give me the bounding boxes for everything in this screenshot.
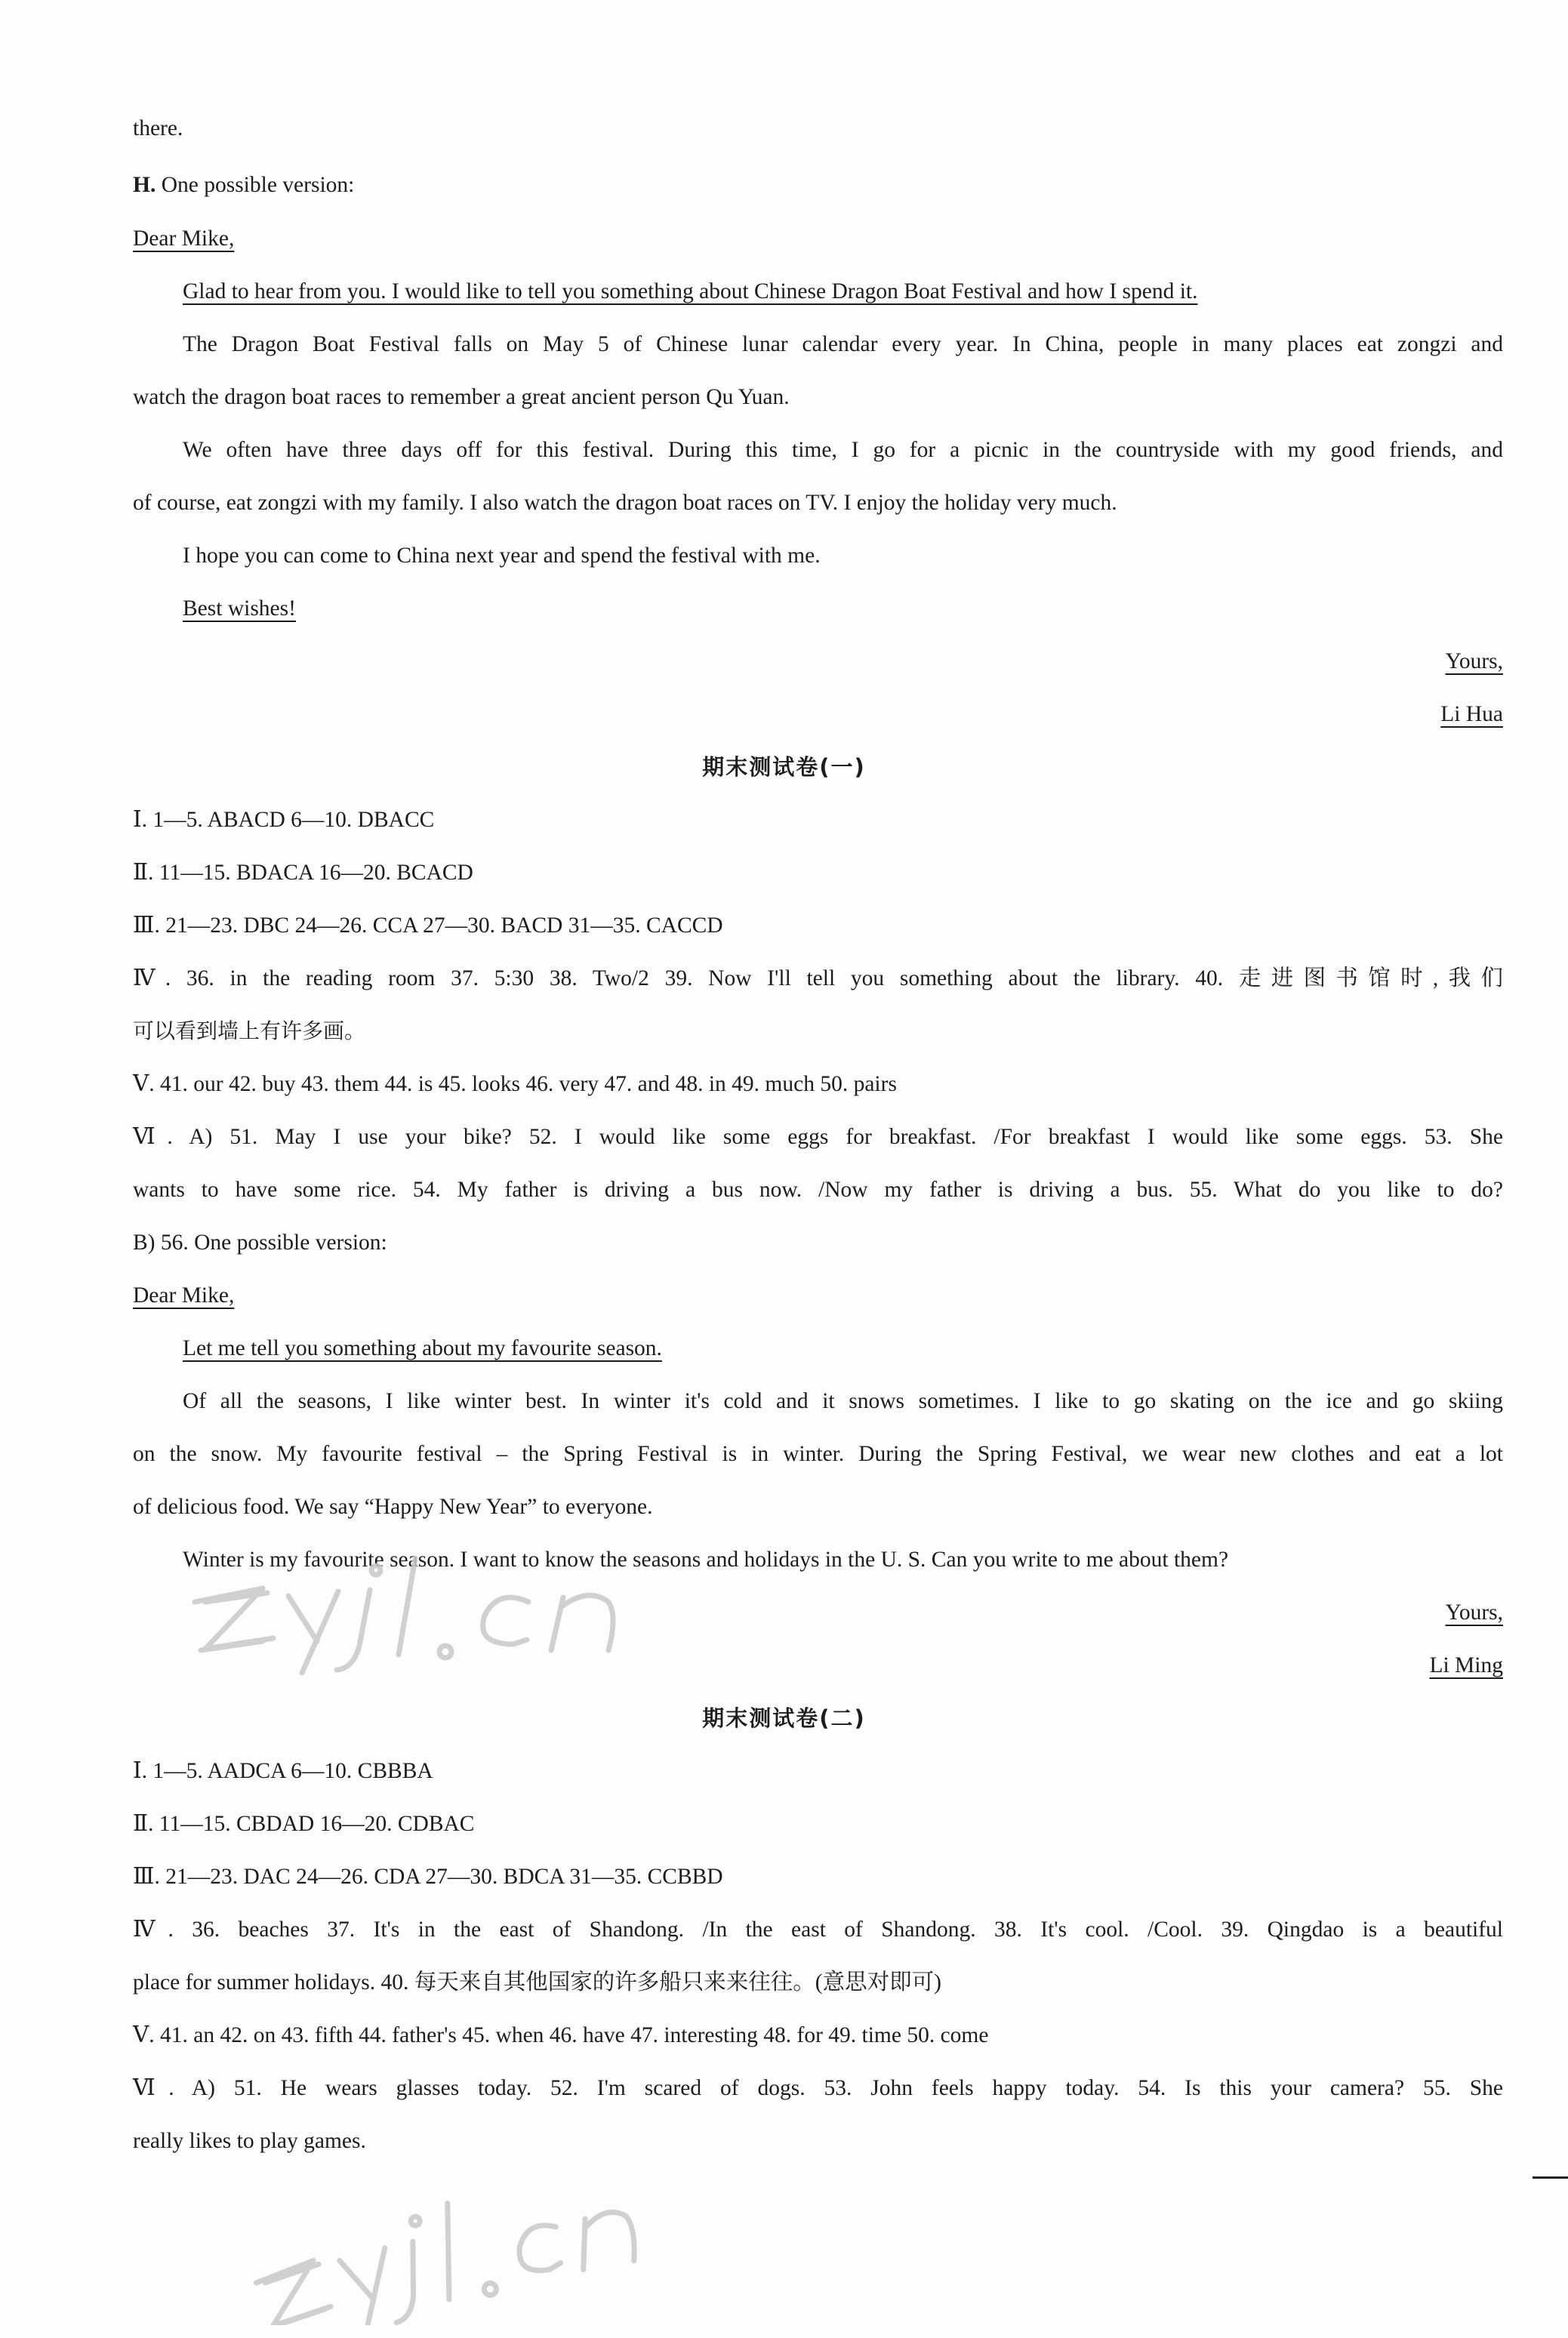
test2-part6-line1: Ⅵ. A) 51. He wears glasses today. 52. I'm scared of dogs. 53. John feels happy today. 54. Is this your camera? 55. She: [133, 2076, 1503, 2100]
letter-1-signature: [1429, 1650, 1503, 1680]
test1-part6-line3: B) 56. One possible version:: [133, 1231, 387, 1255]
watermark-logo-bottom-icon: [249, 2197, 642, 2325]
letter-h-p4: I hope you can come to China next year and spend the festival with me.: [183, 544, 821, 568]
test1-part6-line1: Ⅵ. A) 51. May I use your bike? 52. I would like some eggs for breakfast. /For breakfast I would like some eggs. 53. She: [133, 1125, 1503, 1149]
page-edge-mark: [1533, 2176, 1568, 2179]
letter-h-yours-text: Yours,: [1445, 649, 1503, 673]
letter-1-salutation-text: Dear Mike,: [133, 1283, 235, 1308]
letter-h-closing-text: Best wishes!: [183, 596, 296, 621]
test1-part4-line1: Ⅳ. 36. in the reading room 37. 5:30 38. Two/2 39. Now I'll tell you something about the library. 40. 走进图书馆时,我们: [133, 966, 1503, 990]
letter-1-p1-text: Let me tell you something about my favourite season.: [183, 1336, 662, 1360]
letter-h-salutation-text: Dear Mike,: [133, 226, 235, 251]
test2-part4-line1: Ⅳ. 36. beaches 37. It's in the east of Shandong. /In the east of Shandong. 38. It's cool. /Cool. 39. Qingdao is a beautiful: [133, 1918, 1503, 1942]
letter-1-p1: [183, 1333, 1503, 1363]
letter-h-p1: [183, 276, 1503, 306]
letter-h-salutation: [133, 223, 1503, 254]
continuation-text: there.: [133, 116, 183, 140]
letter-h-signature-text: Li Hua: [1440, 702, 1503, 726]
test2-part3: Ⅲ. 21—23. DAC 24—26. CDA 27—30. BDCA 31—35. CCBBD: [133, 1865, 723, 1889]
test1-title: 期末测试卷(一): [702, 754, 866, 780]
letter-1-p3: Winter is my favourite season. I want to know the seasons and holidays in the U. S. Can you write to me about them?: [183, 1548, 1229, 1572]
test2-part1: Ⅰ. 1—5. AADCA 6—10. CBBBA: [133, 1759, 433, 1783]
letter-1-p2-line2: on the snow. My favourite festival – the Spring Festival is in winter. During the Spring Festival, we wear new clothes and eat a lot: [133, 1442, 1503, 1466]
letter-1-p2-line1: Of all the seasons, I like winter best. In winter it's cold and it snows sometimes. I like to go skating on the ice and go skiing: [183, 1389, 1503, 1413]
section-h-intro: [133, 170, 1503, 200]
section-h-intro-text: One possible version:: [161, 173, 355, 197]
letter-h-p3-line2: of course, eat zongzi with my family. I also watch the dragon boat races on TV. I enjoy the holiday very much.: [133, 491, 1117, 515]
letter-h-p2-line1: The Dragon Boat Festival falls on May 5 of Chinese lunar calendar every year. In China, people in many places eat zongzi and: [183, 332, 1503, 356]
test2-part6-line2: really likes to play games.: [133, 2129, 366, 2153]
letter-h-yours: [1445, 646, 1503, 676]
watermark-logo-icon: [189, 1555, 687, 1676]
letter-1-p2-line3: of delicious food. We say “Happy New Year” to everyone.: [133, 1495, 653, 1519]
test1-part6-line2: wants to have some rice. 54. My father is driving a bus now. /Now my father is driving a bus. 55. What do you like to do?: [133, 1178, 1503, 1202]
letter-h-p2-line2: watch the dragon boat races to remember a great ancient person Qu Yuan.: [133, 385, 790, 409]
letter-h-signature: [1440, 699, 1503, 729]
letter-1-yours-text: Yours,: [1445, 1600, 1503, 1625]
test2-part4-line2: place for summer holidays. 40. 每天来自其他国家的许多船只来来往往。(意思对即可): [133, 1970, 941, 1995]
test1-part4-line2: 可以看到墙上有许多画。: [133, 1018, 366, 1043]
test2-part5: Ⅴ. 41. an 42. on 43. fifth 44. father's 45. when 46. have 47. interesting 48. for 49. time 50. come: [133, 2023, 989, 2047]
letter-1-salutation: [133, 1280, 1503, 1311]
letter-h-closing: [183, 593, 1503, 624]
section-h-label: H.: [133, 173, 156, 197]
letter-1-signature-text: Li Ming: [1429, 1653, 1503, 1677]
test1-part1: Ⅰ. 1—5. ABACD 6—10. DBACC: [133, 808, 435, 832]
test1-part2: Ⅱ. 11—15. BDACA 16—20. BCACD: [133, 861, 473, 885]
letter-1-yours: [1445, 1597, 1503, 1628]
test2-title: 期末测试卷(二): [702, 1705, 866, 1731]
test1-part5: Ⅴ. 41. our 42. buy 43. them 44. is 45. looks 46. very 47. and 48. in 49. much 50. pairs: [133, 1072, 897, 1096]
test1-part3: Ⅲ. 21—23. DBC 24—26. CCA 27—30. BACD 31—35. CACCD: [133, 913, 723, 938]
test2-part2: Ⅱ. 11—15. CBDAD 16—20. CDBAC: [133, 1812, 475, 1836]
letter-h-p1-text: Glad to hear from you. I would like to tell you something about Chinese Dragon Boat Festival and how I spend it.: [183, 279, 1198, 303]
letter-h-p3-line1: We often have three days off for this festival. During this time, I go for a picnic in the countryside with my good friends, and: [183, 438, 1503, 462]
